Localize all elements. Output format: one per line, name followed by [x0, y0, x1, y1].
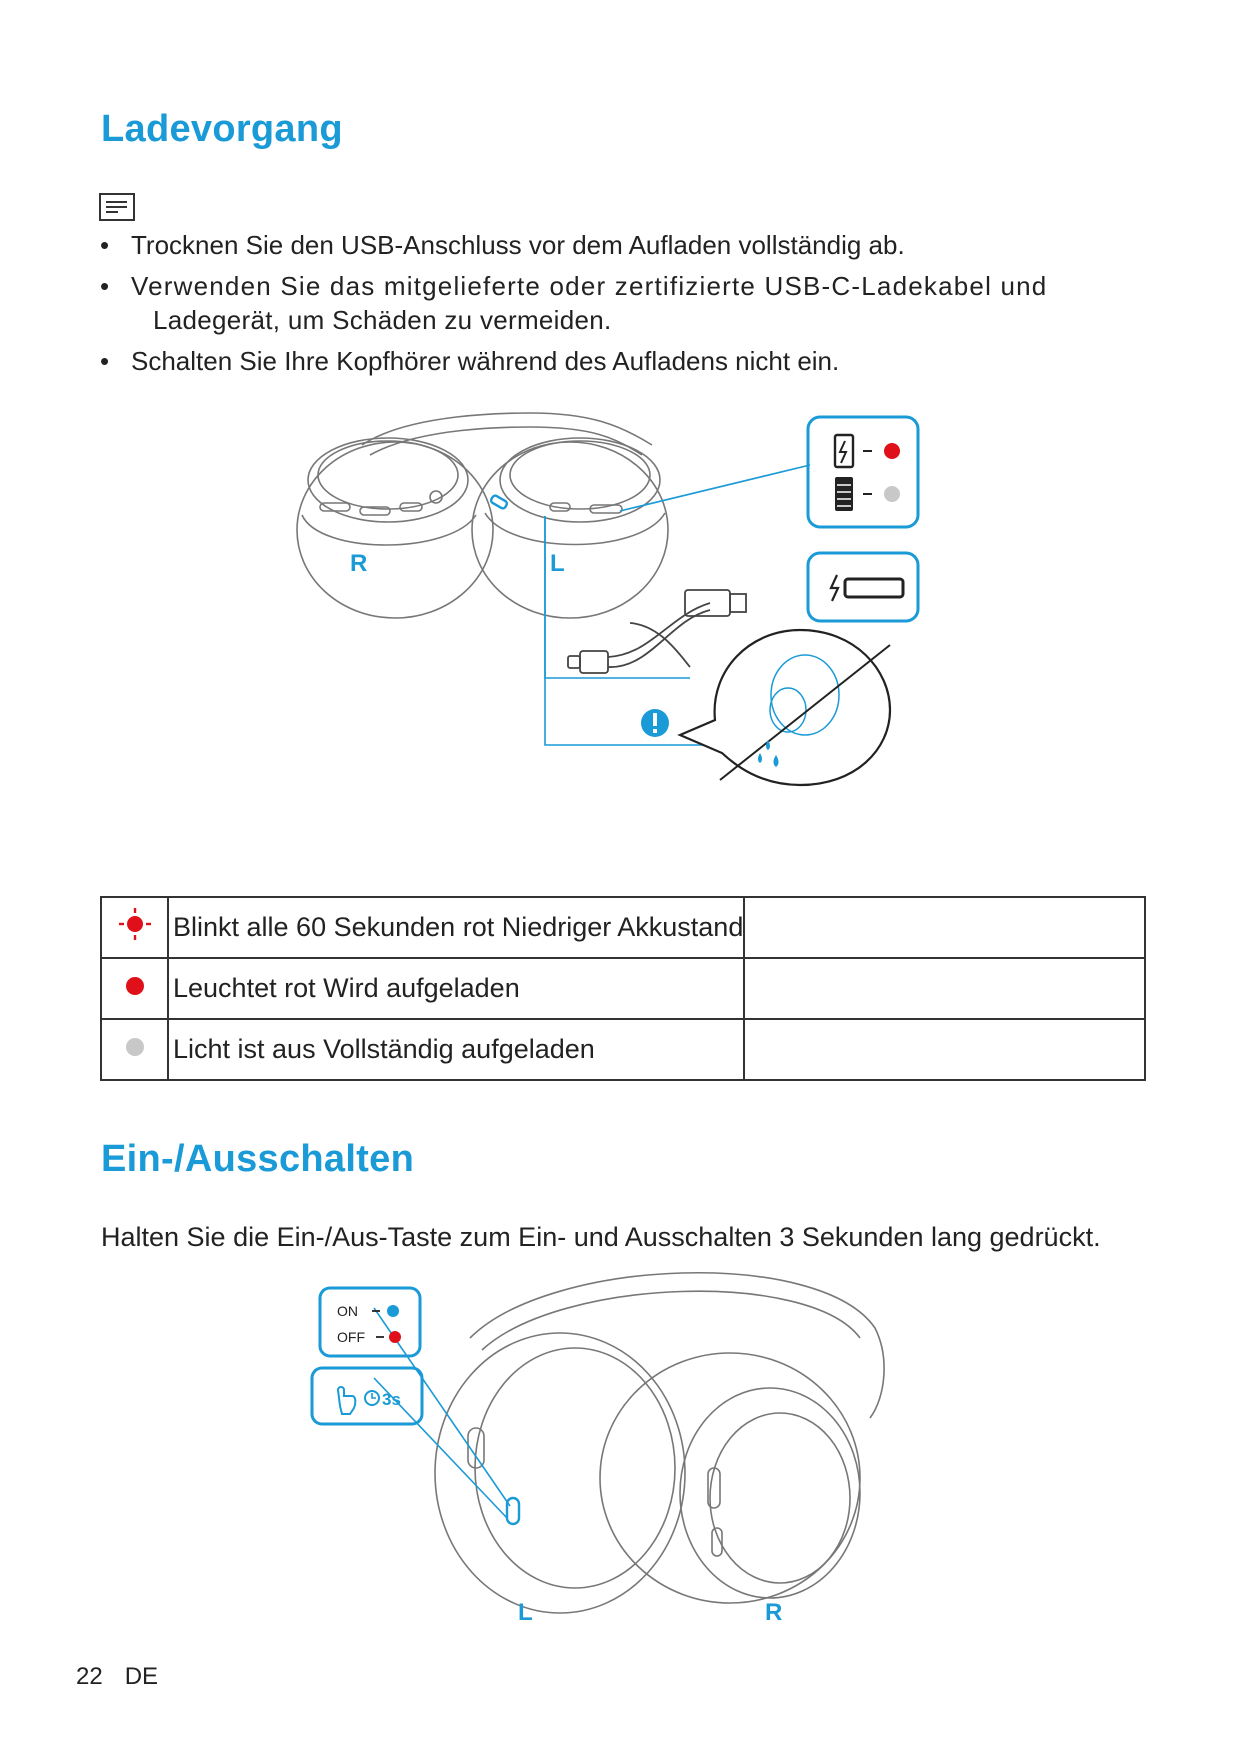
usb-port-icon [845, 579, 903, 597]
charging-illustration [290, 405, 960, 875]
label-left: L [518, 1599, 533, 1626]
charging-notes-list [100, 228, 1140, 385]
press-hold-box [312, 1368, 422, 1424]
page-footer [76, 1663, 180, 1691]
table-row [101, 1019, 1145, 1080]
section-title-charging: Ladevorgang [101, 108, 343, 150]
table-row [101, 897, 1145, 958]
red-led-icon [884, 443, 900, 459]
label-right: R [350, 550, 368, 577]
bullet-text-continued: Ladegerät, um Schäden zu vermeiden. [153, 305, 612, 335]
hold-time: 3s [382, 1390, 401, 1409]
grey-led-icon [884, 486, 900, 502]
table-row [101, 958, 1145, 1019]
power-instructions: Halten Sie die Ein-/Aus-Taste zum Ein- und Ausschalten 3 Sekunden lang gedrückt. [101, 1222, 1101, 1252]
led-status-box [808, 417, 918, 527]
power-illustration [300, 1268, 920, 1628]
off-label: OFF [337, 1329, 365, 1345]
bullet-text: Schalten Sie Ihre Kopfhörer während des Aufladens nicht ein. [131, 346, 840, 376]
label-left: L [550, 550, 565, 577]
bullet-item [100, 269, 1140, 337]
on-label: ON [337, 1303, 358, 1319]
headphones-folded-drawing [297, 413, 668, 618]
section-title-power: Ein-/Ausschalten [101, 1138, 415, 1180]
led-description: Licht ist aus Vollständig aufgeladen [168, 1019, 744, 1080]
usb-c-port [490, 495, 508, 510]
headphones-drawing [435, 1273, 884, 1613]
red-blinking-dot-icon [118, 907, 152, 941]
bullet-text: Verwenden Sie das mitgelieferte oder zertifizierte USB-C-Ladekabel und [131, 271, 1048, 301]
led-status-table [100, 896, 1146, 1081]
red-led-icon [389, 1331, 401, 1343]
charger-box [808, 553, 918, 621]
blue-led-icon [387, 1305, 399, 1317]
label-right: R [765, 1599, 783, 1626]
finger-press-icon [338, 1387, 355, 1414]
charge-bolt-icon [831, 575, 838, 601]
on-off-status-box [320, 1288, 420, 1356]
usb-cable-drawing [568, 590, 746, 673]
power-button [507, 1498, 519, 1524]
led-description: Blinkt alle 60 Sekunden rot Niedriger Akkustand [168, 897, 744, 958]
led-description: Leuchtet rot Wird aufgeladen [168, 958, 744, 1019]
language-code: DE [124, 1663, 159, 1690]
grey-dot-icon [124, 1036, 146, 1058]
note-icon [99, 193, 135, 221]
page-number: 22 [76, 1663, 103, 1690]
bullet-item [100, 344, 1140, 378]
bullet-text: Trocknen Sie den USB-Anschluss vor dem Aufladen vollständig ab. [131, 230, 905, 260]
bullet-item [100, 228, 1140, 262]
red-dot-icon [124, 975, 146, 997]
